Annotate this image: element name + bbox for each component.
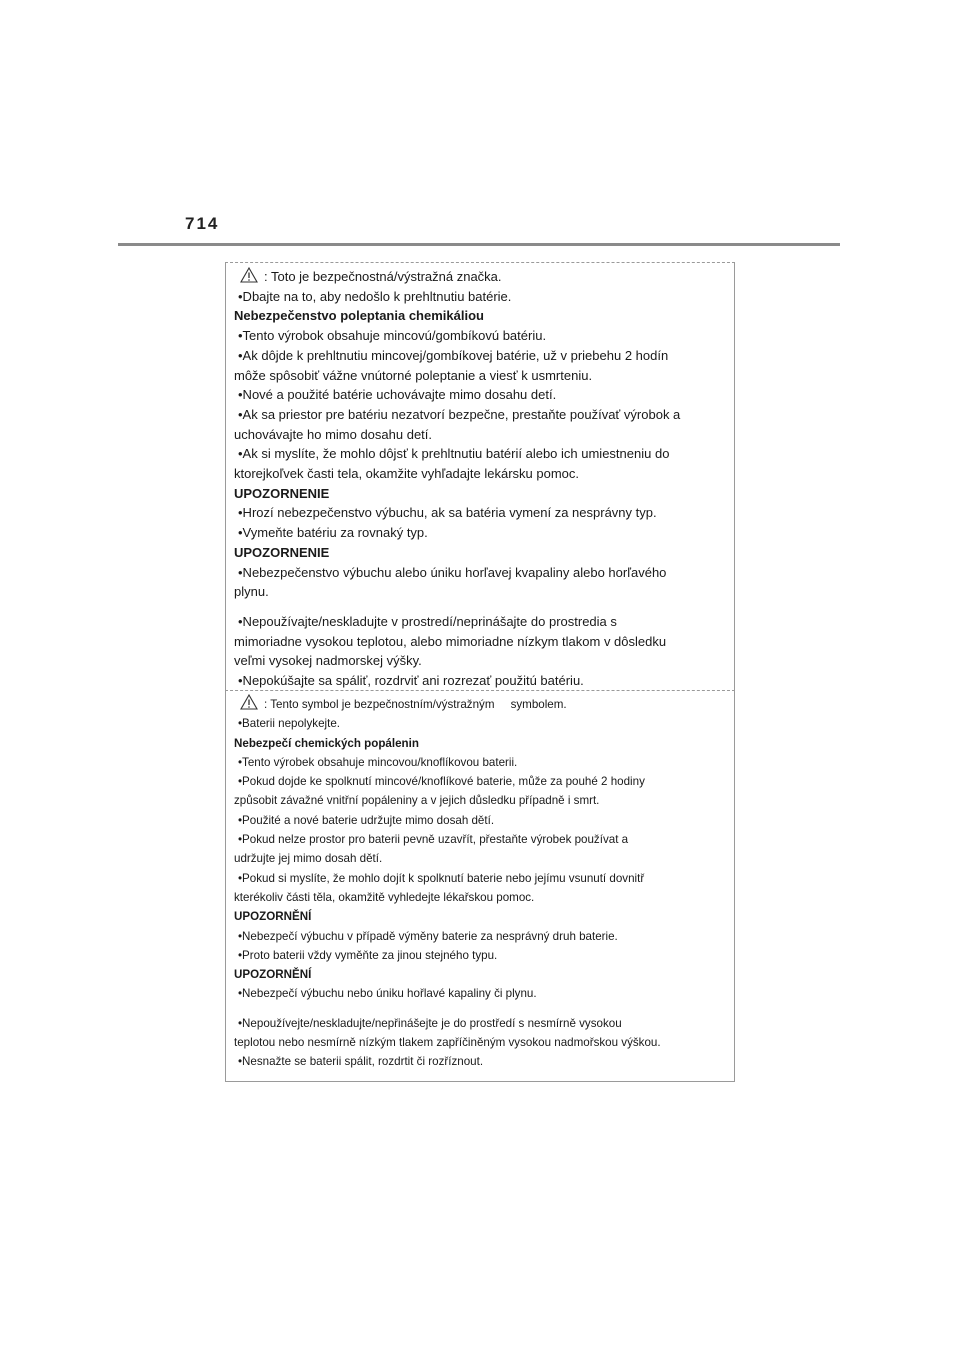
list-item: •Nepoužívejte/neskladujte/nepřinášejte je do prostředí s nesmírně vysokou — [238, 1016, 622, 1030]
section-heading: UPOZORNENIE — [234, 544, 330, 560]
spacer — [234, 602, 726, 612]
section-heading: Nebezpečenstvo poleptania chemikáliou — [234, 308, 484, 324]
list-item-continuation: ktorejkoľvek časti tela, okamžite vyhľadajte lekársku pomoc. — [234, 466, 580, 482]
list-item-continuation: kterékoliv části těla, okamžitě vyhledejte lékařskou pomoc. — [234, 890, 535, 904]
warning-triangle-icon — [240, 694, 258, 710]
list-item-continuation: veľmi vysokej nadmorskej výšky. — [234, 653, 422, 669]
list-item: •Ak dôjde k prehltnutiu mincovej/gombíkovej batérie, už v priebehu 2 hodín — [238, 347, 669, 363]
section-heading: UPOZORNENIE — [234, 485, 330, 501]
list-item: •Nebezpečí výbuchu v případě výměny baterie za nesprávný druh baterie. — [238, 929, 618, 943]
list-item: •Použité a nové baterie udržujte mimo dosah dětí. — [238, 813, 495, 827]
symbol-note-text: : Tento symbol je bezpečnostním/výstražným symbolem. — [264, 698, 567, 711]
list-item: •Nebezpečí výbuchu nebo úniku hořlavé kapaliny či plynu. — [238, 987, 537, 1001]
list-item: •Pokud si myslíte, že mohlo dojít k spolknutí baterie nebo jejímu vsunutí dovnitř — [238, 871, 645, 885]
list-item-continuation: mimoriadne vysokou teplotou, alebo mimoriadne nízkym tlakom v dôsledku — [234, 633, 667, 649]
list-item-continuation: udržujte jej mimo dosah dětí. — [234, 852, 383, 866]
list-item: •Nové a použité batérie uchovávajte mimo dosahu detí. — [238, 387, 557, 403]
list-item-continuation: teplotou nebo nesmírně nízkým tlakem zapříčiněným vysokou nadmořskou výškou. — [234, 1036, 661, 1050]
list-item-continuation: způsobit závažné vnitřní popáleniny a v jejich důsledku případně i smrt. — [234, 794, 600, 808]
list-item: •Pokud nelze prostor pro baterii pevně uzavřít, přestaňte výrobek používat a — [238, 833, 629, 847]
list-item: •Nepokúšajte sa spáliť, rozdrviť ani rozrezať použitú batériu. — [238, 673, 584, 689]
list-item: •Tento výrobek obsahuje mincovou/knoflíkovou baterii. — [238, 755, 518, 769]
spacer — [234, 1004, 726, 1014]
list-item: •Dbajte na to, aby nedošlo k prehltnutiu batérie. — [238, 288, 512, 304]
list-item: •Pokud dojde ke spolknutí mincové/knoflíkové baterie, může za pouhé 2 hodiny — [238, 775, 645, 789]
list-item: •Proto baterii vždy vyměňte za jinou stejného typu. — [238, 948, 498, 962]
symbol-note-text: : Toto je bezpečnostná/výstražná značka. — [264, 269, 502, 284]
list-item-continuation: plynu. — [234, 584, 269, 600]
list-item: •Tento výrobok obsahuje mincovú/gombíkovú batériu. — [238, 328, 547, 344]
header-rule — [118, 243, 840, 246]
section-heading: UPOZORNĚNÍ — [234, 968, 312, 982]
list-item: •Baterii nepolykejte. — [238, 717, 341, 731]
list-item: •Vymeňte batériu za rovnaký typ. — [238, 525, 428, 541]
list-item: •Nepoužívajte/neskladujte v prostredí/neprinášajte do prostredia s — [238, 613, 617, 629]
warning-triangle-icon — [240, 267, 258, 283]
section-heading: Nebezpečí chemických popálenin — [234, 736, 419, 750]
list-item: •Nesnažte se baterii spálit, rozdrtit či rozříznout. — [238, 1055, 484, 1069]
list-item: •Hrozí nebezpečenstvo výbuchu, ak sa batéria vymení za nesprávny typ. — [238, 505, 657, 521]
symbol-note-line — [234, 694, 726, 714]
list-item: •Ak si myslíte, že mohlo dôjsť k prehltnutiu batérií alebo ich umiestneniu do — [238, 446, 670, 462]
list-item: •Nebezpečenstvo výbuchu alebo úniku horľavej kvapaliny alebo horľavého — [238, 564, 667, 580]
symbol-note-line — [234, 267, 726, 287]
warning-box-czech — [225, 690, 735, 1082]
section-heading: UPOZORNĚNÍ — [234, 910, 312, 924]
warning-box-slovak — [225, 262, 735, 690]
page-number: 714 — [185, 214, 220, 233]
list-item: •Ak sa priestor pre batériu nezatvorí bezpečne, prestaňte používať výrobok a — [238, 406, 681, 422]
list-item-continuation: uchovávajte ho mimo dosahu detí. — [234, 426, 433, 442]
list-item-continuation: môže spôsobiť vážne vnútorné poleptanie a viesť k usmrteniu. — [234, 367, 593, 383]
